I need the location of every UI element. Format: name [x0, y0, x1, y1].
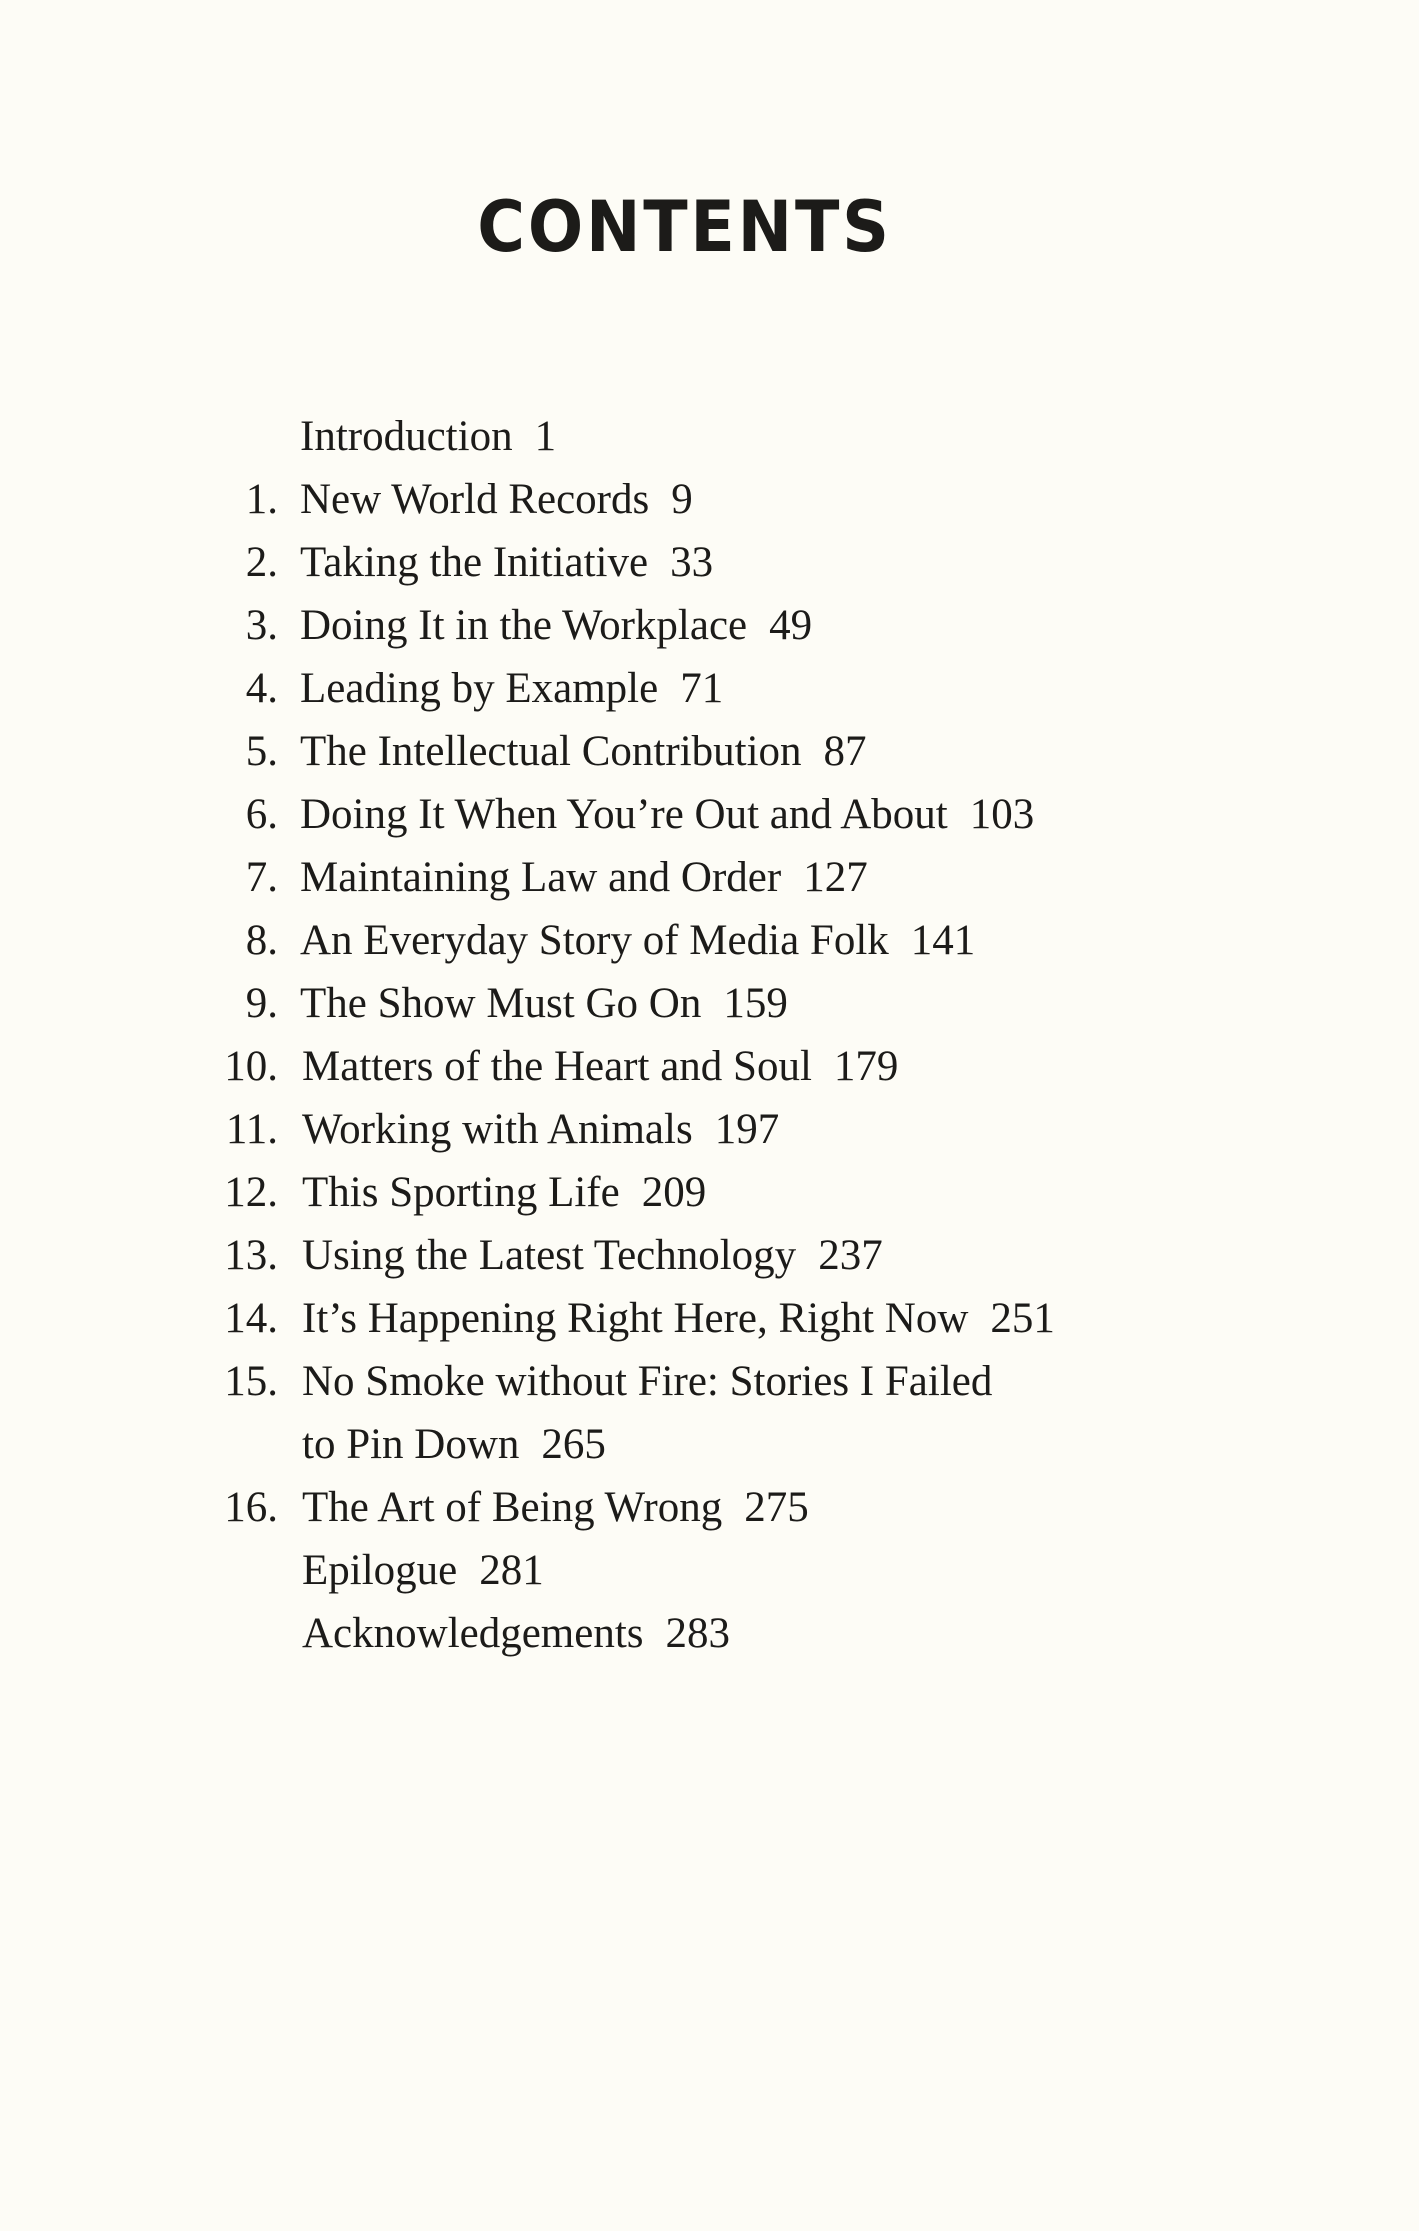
page-number: 33 — [670, 539, 714, 586]
chapter-number: 4. — [245, 665, 278, 712]
chapter-title: The Intellectual Contribution — [300, 728, 802, 775]
toc-entry — [0, 594, 1419, 657]
chapter-title-line — [302, 1476, 809, 1539]
page-title: CONTENTS — [477, 186, 892, 268]
chapter-title: Using the Latest Technology — [302, 1232, 797, 1279]
chapter-number: 13. — [224, 1232, 278, 1279]
page-number: 87 — [823, 728, 867, 775]
chapter-title: Doing It in the Workplace — [300, 602, 748, 649]
page-number: 265 — [541, 1421, 606, 1468]
page-number: 159 — [723, 980, 788, 1027]
chapter-title-line — [300, 594, 812, 657]
page-number: 103 — [969, 791, 1035, 838]
page-number: 275 — [744, 1484, 809, 1531]
toc-entry — [0, 1035, 1419, 1098]
page-number: 71 — [680, 665, 724, 712]
chapter-title: Leading by Example — [300, 665, 659, 712]
chapter-title: Maintaining Law and Order — [300, 854, 782, 901]
chapter-title-line — [302, 1287, 1055, 1350]
chapter-title-line — [302, 1224, 883, 1287]
toc-entry — [0, 531, 1419, 594]
chapter-title: It’s Happening Right Here, Right Now — [302, 1295, 969, 1342]
page-number: 1 — [534, 413, 557, 460]
chapter-title: Introduction — [300, 413, 513, 460]
chapter-title: Acknowledgements — [302, 1610, 644, 1657]
page-number: 49 — [769, 602, 813, 649]
chapter-title-line — [300, 972, 788, 1035]
chapter-number: 7. — [245, 854, 278, 901]
page-number: 237 — [818, 1232, 883, 1279]
chapter-title: Epilogue — [302, 1547, 458, 1594]
chapter-title-line — [302, 1035, 898, 1098]
toc-entry — [0, 1287, 1419, 1350]
toc-entry — [0, 846, 1419, 909]
chapter-number: 6. — [245, 791, 278, 838]
chapter-number: 11. — [225, 1106, 278, 1153]
toc-entry — [0, 1224, 1419, 1287]
chapter-title: to Pin Down — [302, 1421, 520, 1468]
chapter-title-line — [300, 846, 868, 909]
chapter-number: 16. — [224, 1484, 278, 1531]
chapter-number: 8. — [245, 917, 278, 964]
toc-entry — [0, 783, 1419, 846]
chapter-title: New World Records — [300, 476, 650, 523]
toc-entry — [0, 972, 1419, 1035]
chapter-title: Matters of the Heart and Soul — [302, 1043, 812, 1090]
chapter-number: 1. — [245, 476, 278, 523]
toc-entry — [0, 720, 1419, 783]
page-number: 179 — [833, 1043, 899, 1090]
chapter-number: 10. — [224, 1043, 278, 1090]
chapter-title: This Sporting Life — [302, 1169, 620, 1216]
chapter-title: No Smoke without Fire: Stories I Failed — [302, 1358, 993, 1405]
toc-entry — [0, 468, 1419, 531]
chapter-number: 9. — [245, 980, 278, 1027]
page-number: 281 — [479, 1547, 544, 1594]
chapter-title: Working with Animals — [302, 1106, 693, 1153]
chapter-title: The Show Must Go On — [300, 980, 702, 1027]
chapter-title-line — [300, 909, 975, 972]
chapter-title-line — [302, 1161, 706, 1224]
chapter-number: 3. — [245, 602, 278, 649]
toc-entry — [0, 1602, 1419, 1665]
toc-entry — [0, 1476, 1419, 1539]
chapter-title-line — [300, 783, 1034, 846]
page-number: 209 — [641, 1169, 707, 1216]
chapter-title-line — [300, 657, 723, 720]
chapter-title-line — [302, 1350, 992, 1413]
chapter-number: 2. — [245, 539, 278, 586]
toc-entry — [0, 657, 1419, 720]
toc-entry — [0, 1098, 1419, 1161]
page-number: 127 — [803, 854, 868, 901]
chapter-number: 12. — [224, 1169, 278, 1216]
chapter-title: The Art of Being Wrong — [302, 1484, 723, 1531]
chapter-title-line — [300, 405, 556, 468]
chapter-title-line — [300, 531, 713, 594]
chapter-title-line — [302, 1539, 544, 1602]
toc-entry — [0, 909, 1419, 972]
chapter-title-line — [302, 1602, 730, 1665]
chapter-title: Taking the Initiative — [300, 539, 649, 586]
chapter-title-line — [300, 468, 693, 531]
chapter-number: 14. — [224, 1295, 278, 1342]
toc-entry — [0, 1539, 1419, 1602]
chapter-title-line — [302, 1098, 779, 1161]
toc-entry — [0, 1161, 1419, 1224]
toc-entry — [0, 405, 1419, 468]
page-number: 197 — [714, 1106, 780, 1153]
chapter-title-line — [302, 1413, 606, 1476]
chapter-title: An Everyday Story of Media Folk — [300, 917, 889, 964]
page-number: 251 — [990, 1295, 1055, 1342]
page-number: 9 — [671, 476, 693, 523]
toc-entry-continuation — [0, 1413, 1419, 1476]
page-number: 283 — [665, 1610, 731, 1657]
chapter-title-line — [300, 720, 867, 783]
chapter-title: Doing It When You’re Out and About — [300, 791, 948, 838]
page-number: 141 — [910, 917, 976, 964]
chapter-number: 15. — [224, 1358, 278, 1405]
chapter-number: 5. — [245, 728, 278, 775]
toc-entry — [0, 1350, 1419, 1413]
